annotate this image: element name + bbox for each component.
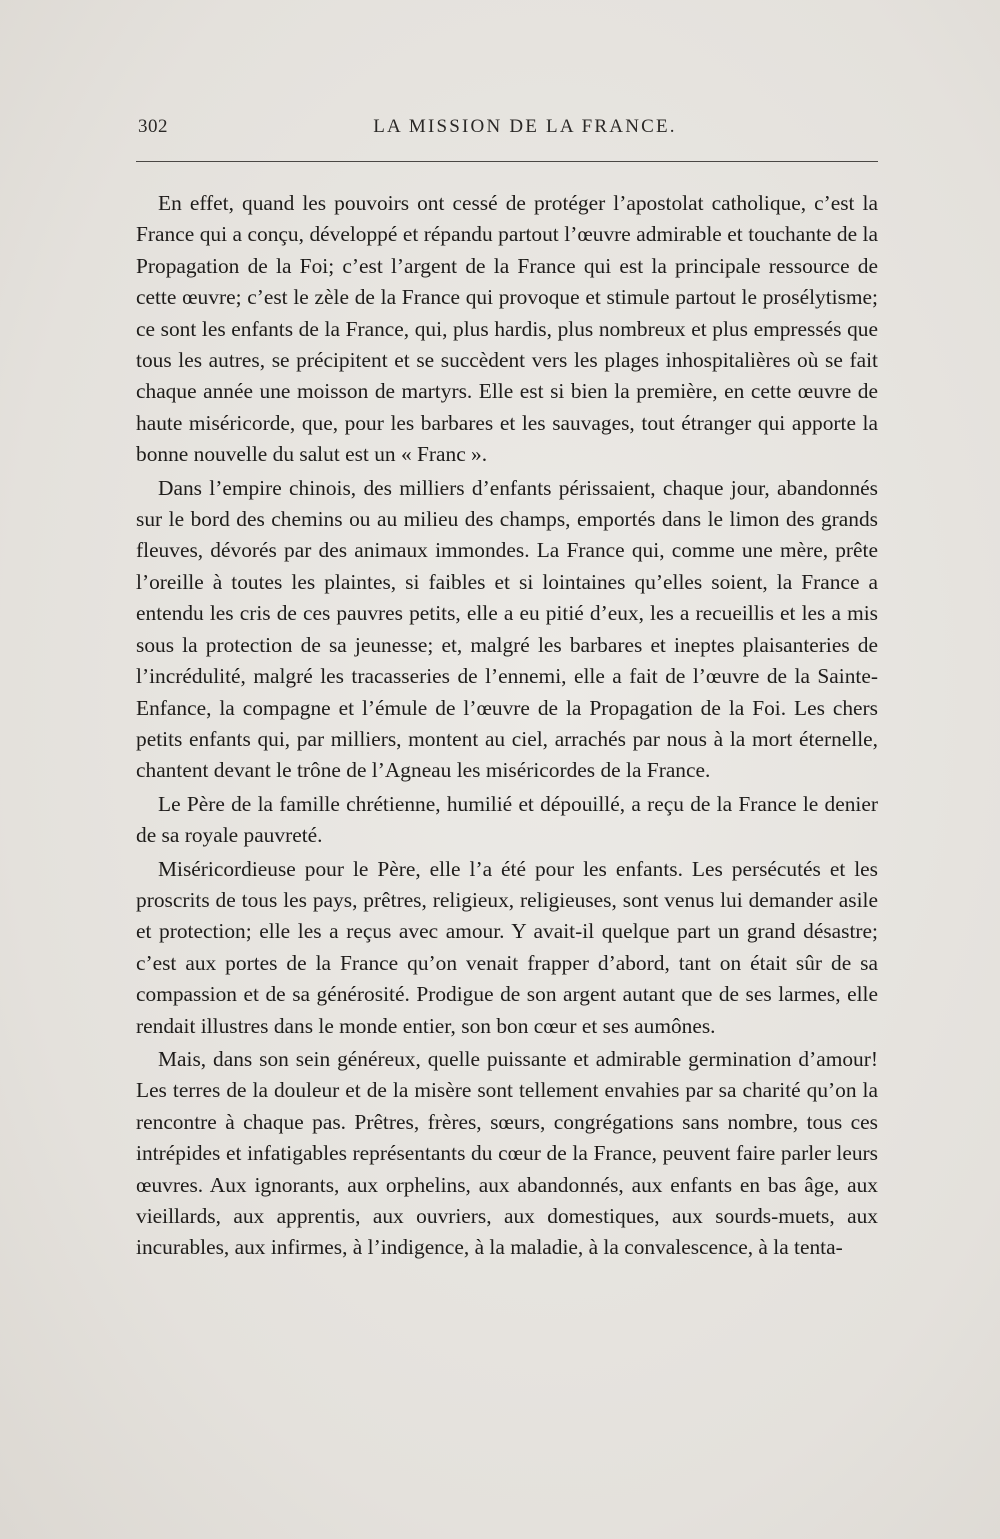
body-text	[136, 188, 878, 1264]
paragraph: En effet, quand les pouvoirs ont cessé de protéger l’apostolat catholique, c’est la France qui a conçu, développé et répandu partout l’œuvre admirable et touchante de la Propagation de la Foi; c’est l’argent de la France qui est la principale ressource de cette œuvre; c’est le zèle de la France qui provoque et stimule partout le prosélytisme; ce sont les enfants de la France, qui, plus hardis, plus nombreux et plus empressés que tous les autres, se précipitent et se succèdent vers les plages inhospitalières où se fait chaque année une moisson de martyrs. Elle est si bien la première, en cette œuvre de haute miséricorde, que, pour les barbares et les sauvages, tout étranger qui apporte la bonne nouvelle du salut est un « Franc ».	[136, 191, 878, 467]
page-header	[138, 116, 878, 146]
page-number: 302	[138, 116, 168, 137]
header-rule	[136, 161, 878, 162]
paragraph: Le Père de la famille chrétienne, humilié et dépouillé, a reçu de la France le denier de sa royale pauvreté.	[136, 791, 878, 848]
running-title: LA MISSION DE LA FRANCE.	[373, 116, 677, 137]
paragraph: Mais, dans son sein généreux, quelle puissante et admirable germination d’amour! Les terres de la douleur et de la misère sont tellement envahies par sa charité qu’on la rencontre à chaque pas. Prêtres, frères, sœurs, congrégations sans nombre, tous ces intrépides et infatigables représentants du cœur de la France, peuvent faire parler leurs œuvres. Aux ignorants, aux orphelins, aux abandonnés, aux enfants en bas âge, aux vieillards, aux apprentis, aux ouvriers, aux domestiques, aux sourds-muets, aux incurables, aux infirmes, à l’indigence, à la maladie, à la convalescence, à la tenta-	[136, 1046, 878, 1260]
paragraph: Dans l’empire chinois, des milliers d’enfants périssaient, chaque jour, abandonnés sur le bord des chemins ou au milieu des champs, emportés dans le limon des grands fleuves, dévorés par des animaux immondes. La France qui, comme une mère, prête l’oreille à toutes les plaintes, si faibles et si lointaines qu’elles soient, la France a entendu les cris de ces pauvres petits, elle a eu pitié d’eux, les a recueillis et les a mis sous la protection de sa jeunesse; et, malgré les barbares et ineptes plaisanteries de l’incrédulité, malgré les tracasseries de l’ennemi, elle a fait de l’œuvre de la Sainte-Enfance, la compagne et l’émule de l’œuvre de la Propagation de la Foi. Les chers petits enfants qui, par milliers, montent au ciel, arrachés par nous à la mort éternelle, chantent devant le trône de l’Agneau les miséricordes de la France.	[136, 475, 878, 783]
paragraph: Miséricordieuse pour le Père, elle l’a été pour les enfants. Les persécutés et les proscrits de tous les pays, prêtres, religieux, religieuses, sont venus lui demander asile et protection; elle les a reçus avec amour. Y avait-il quelque part un grand désastre; c’est aux portes de la France qu’on venait frapper d’abord, tant on était sûr de sa compassion et de sa générosité. Prodigue de son argent autant que de ses larmes, elle rendait illustres dans le monde entier, son bon cœur et ses aumônes.	[136, 856, 878, 1038]
